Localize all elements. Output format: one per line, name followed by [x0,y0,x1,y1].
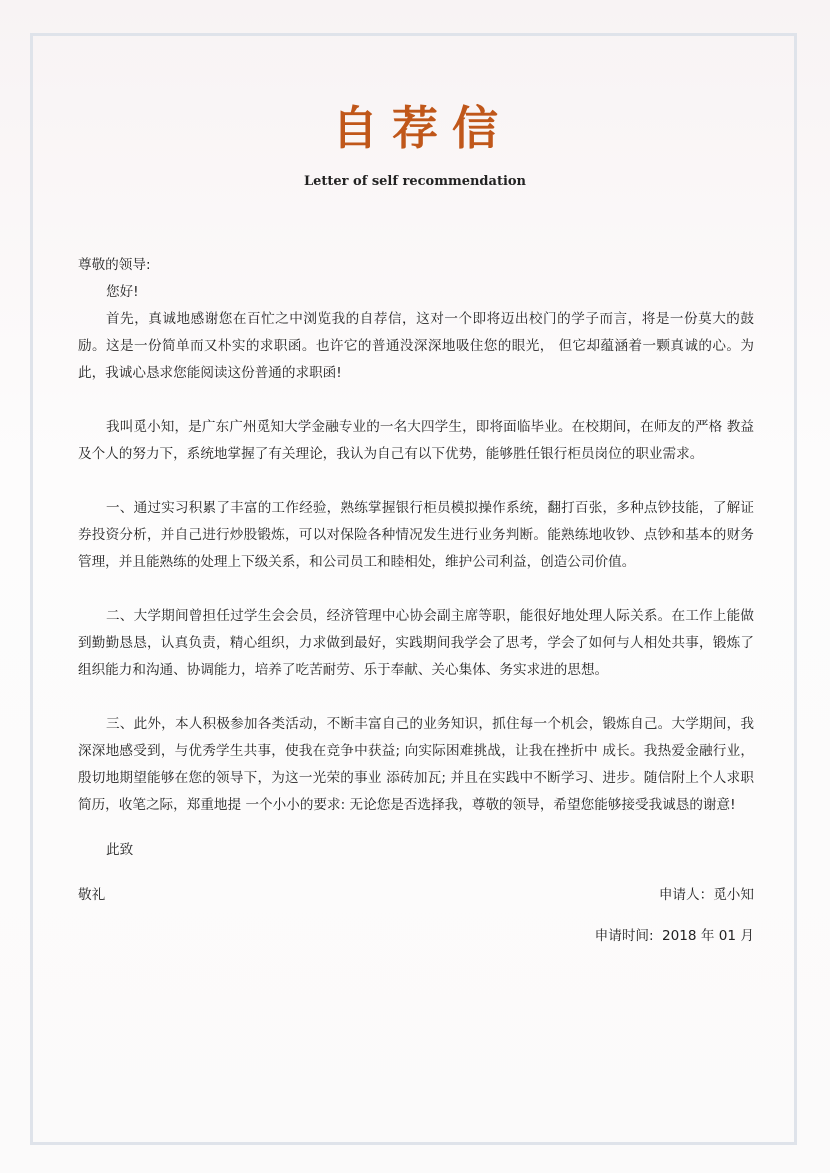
date-label: 申请时间: [594,928,654,944]
date-value: 2018 年 01 月 [661,928,754,944]
letter-subtitle: Letter of self recommendation [303,174,527,189]
applicant-name: 申请人：觅小知 [658,887,754,903]
signature-row [78,882,754,909]
paragraph-advantage-two: 二、大学期间曾担任过学生会会员，经济管理中心协会副主席等职，能很好地处理人际关系。在工作上能做到勤勤恳恳，认真负责，精心组织，力求做到最好，实践期间我学会了思考，学会了如何与人相处共事，锻炼了组织能力和沟通、协调能力，培养了吃苦耐劳、乐于奉献、关心集体、务实求进的思想。 [78,608,754,678]
paragraph-intro: 首先，真诚地感谢您在百忙之中浏览我的自荐信，这对一个即将迈出校门的学子而言，将是一份莫大的鼓励。这是一份简单而又朴实的求职函。也许它的普通没深深地吸住您的眼光， 但它却蕴涵着一颗真诚的心。为此，我诚心恳求您能阅读这份普通的求职函! [78,311,754,381]
regards: 敬礼 [78,887,106,903]
closing-phrase: 此致 [106,842,134,858]
letter-body [78,252,754,950]
letter-title: 自荐信 [332,101,512,155]
paragraph-advantage-one: 一、通过实习积累了丰富的工作经验，熟练掌握银行柜员模拟操作系统，翻打百张，多种点钞技能，了解证券投资分析，并自己进行炒股锻炼，可以对保险各种情况发生进行业务判断。能熟练地收钞、点钞和基本的财务管理，并且能熟练的处理上下级关系，和公司员工和睦相处，维护公司利益，创造公司价值。 [78,500,754,570]
salutation: 尊敬的领导: [78,257,151,273]
paragraph-self-introduction: 我叫觅小知，是广东广州觅知大学金融专业的一名大四学生，即将面临毕业。在校期间，在师友的严格 教益及个人的努力下，系统地掌握了有关理论，我认为自己有以下优势，能够胜任银行柜员岗位的职业需求。 [78,419,754,462]
paragraph-advantage-three: 三、此外，本人积极参加各类活动，不断丰富自己的业务知识，抓住每一个机会，锻炼自己。大学期间，我深深地感受到，与优秀学生共事，使我在竞争中获益; 向实际困难挑战，让我在挫折中 成长。我热爱金融行业，殷切地期望能够在您的领导下，为这一光荣的事业 添砖加瓦; 并且在实践中不断学习、进步。随信附上个人求职简历，收笔之际，郑重地提 一个小小的要求: 无论您是否选择我，尊敬的领导，希望您能够接受我诚恳的谢意! [78,716,754,813]
greeting: 您好! [106,284,139,300]
application-date [78,923,754,950]
